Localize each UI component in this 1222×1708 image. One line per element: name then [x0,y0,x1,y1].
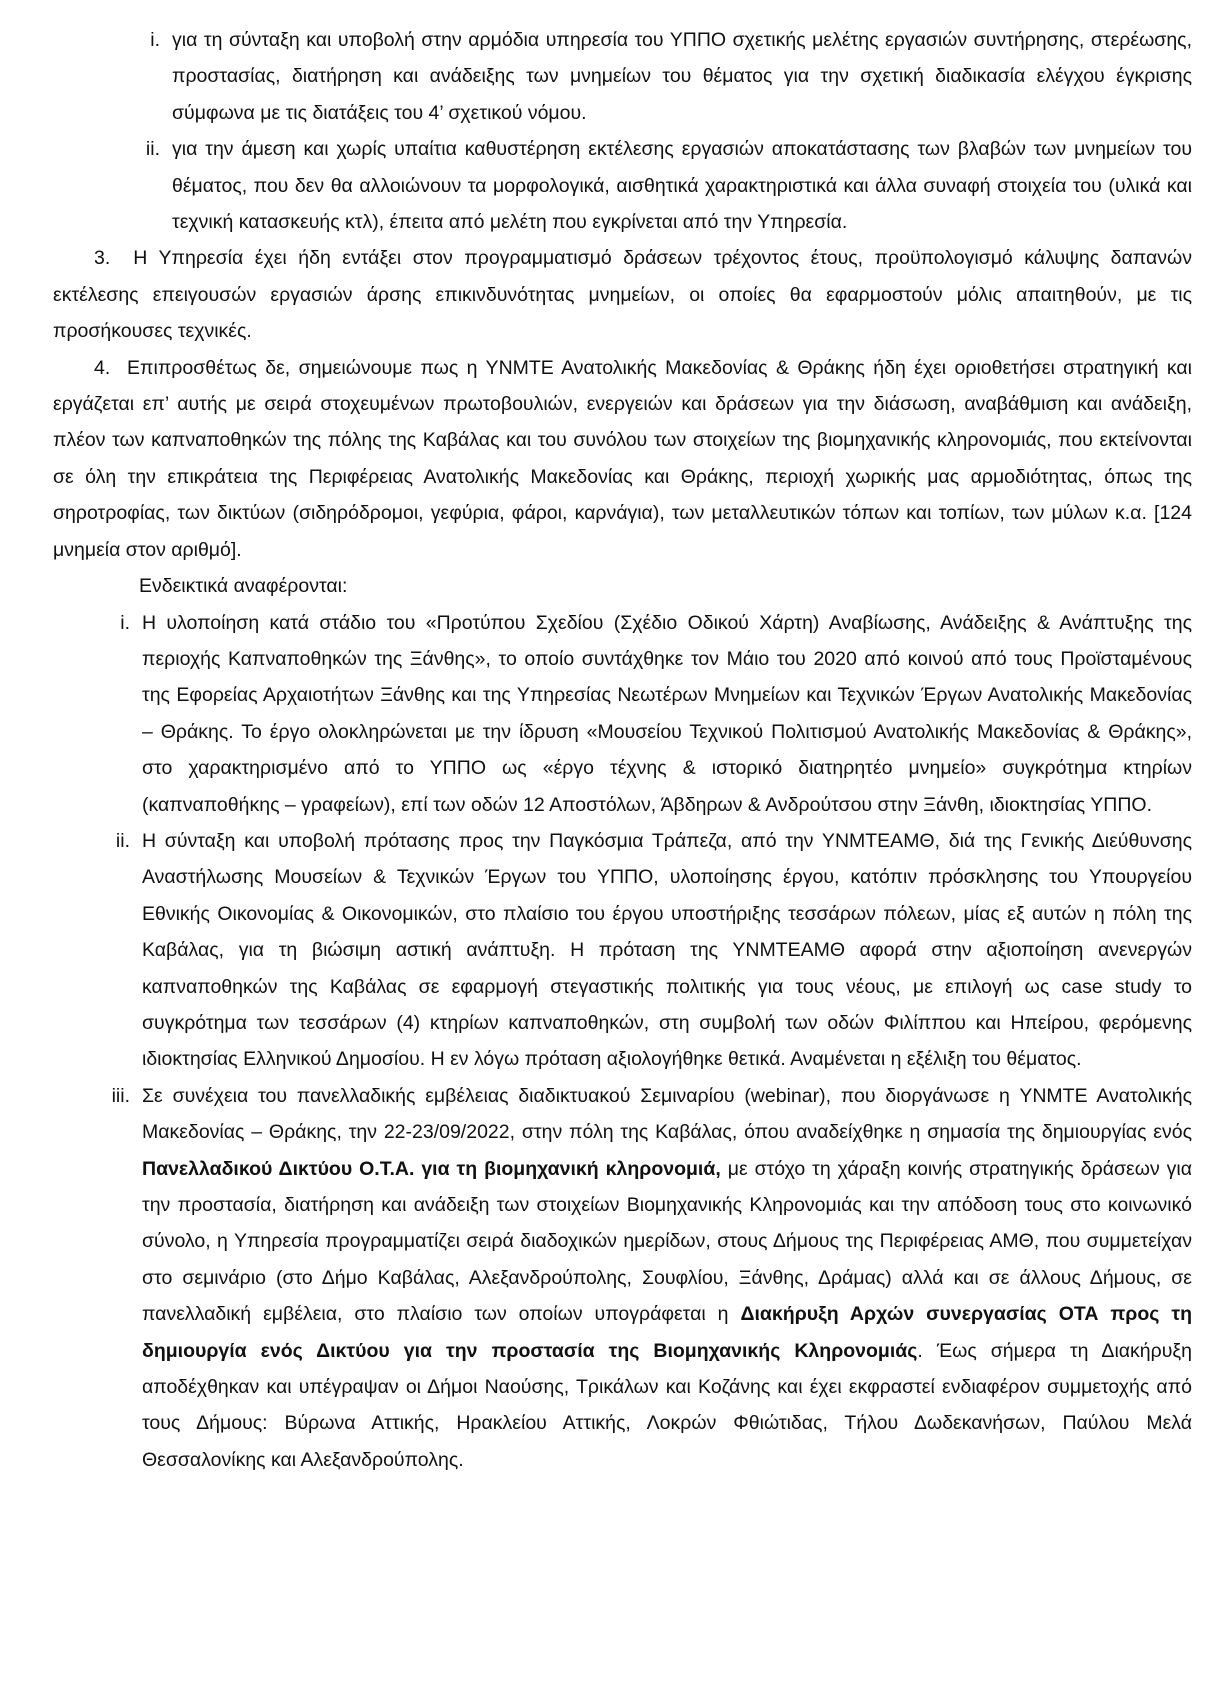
bold-phrase: Διακήρυξη Αρχών συνεργασίας ΟΤΑ προς τη δημιουργία ενός Δικτύου για την προστασία της Βιομηχανικής Κληρονομιάς [142,1303,1192,1362]
text-run: με στόχο τη χάραξη κοινής στρατηγικής δράσεων για την προστασία, διατήρηση και ανάδειξη των στοιχείων Βιομηχανικής Κληρονομιάς και την απόδοση τους στο κοινωνικό σύνολο, η Υπηρεσία προγραμματίζει σειρά διαδοχικών ημερίδων, στους Δήμους της Περιφέρειας ΑΜΘ, που συμμετείχαν στο σεμινάριο (στο Δήμο Καβάλας, Αλεξανδρούπολης, Σουφλίου, Ξάνθης, Δράμας) αλλά και σε άλλους Δήμους, σε πανελλαδική εμβέλεια, στο πλαίσιο των οποίων υπογράφεται η [142,1157,1192,1326]
list-item [53,605,1192,823]
list-item [53,823,1192,1078]
list-item-text: για την άμεση και χωρίς υπαίτια καθυστέρηση εκτέλεσης εργασιών αποκατάστασης των βλαβών των μνημείων του θέματος, που δεν θα αλλοιώνουν τα μορφολογικά, αισθητικά χαρακτηριστικά και άλλα συναφή στοιχεία του (υλικά και τεχνική κατασκευής κτλ), έπειτα από μελέτη που εγκρίνεται από την Υπηρεσία. [172,138,1192,234]
list-item [53,131,1192,240]
list-marker: ii. [115,829,130,852]
list-item-text: για τη σύνταξη και υποβολή στην αρμόδια υπηρεσία του ΥΠΠΟ σχετικής μελέτης εργασιών συντήρησης, στερέωσης, προστασίας, διατήρηση και ανάδειξης των μνημείων του θέματος για την σχετική διαδικασία ελέγχου έγκρισης σύμφωνα με τις διατάξεις του 4’ σχετικού νόμου. [172,29,1192,124]
paragraph-number: 3. [94,247,111,270]
bold-phrase: Πανελλαδικού Δικτύου Ο.Τ.Α. για τη βιομηχανική κληρονομιά, [142,1157,721,1180]
list-item [53,22,1192,131]
paragraph-number: 4. [94,356,111,379]
text-run: Σε συνέχεια του πανελλαδικής εμβέλειας διαδικτυακού Σεμιναρίου (webinar), που διοργάνωσε η ΥΝΜΤΕ Ανατολικής Μακεδονίας – Θράκης, την 22-23/09/2022, στην πόλη της Καβάλας, όπου αναδείχθηκε η σημασία της δημιουργίας ενός [142,1084,1192,1144]
list-marker: i. [120,611,130,634]
list-item [53,1078,1192,1478]
list-item-text: Η υλοποίηση κατά στάδιο του «Προτύπου Σχεδίου (Σχέδιο Οδικού Χάρτη) Αναβίωσης, Ανάδειξης & Ανάπτυξης της περιοχής Καπναποθηκών της Ξάνθης», το οποίο συντάχθηκε τον Μάιο του 2020 από κοινού από τους Προϊσταμένους της Εφορείας Αρχαιοτήτων Ξάνθης και της Υπηρεσίας Νεωτέρων Μνημείων και Τεχνικών Έργων Ανατολικής Μακεδονίας – Θράκης. Το έργο ολοκληρώνεται με την ίδρυση «Μουσείου Τεχνικού Πολιτισμού Ανατολικής Μακεδονίας & Θράκης», στο χαρακτηρισμένο από το ΥΠΠΟ ως «έργο τέχνης & ιστορικό διατηρητέο μνημείο» συγκρότημα κτηρίων (καπναποθήκης – γραφείων), επί των οδών 12 Αποστόλων, Άβδηρων & Ανδρούτσου στην Ξάνθη, ιδιοκτησίας ΥΠΠΟ. [142,611,1192,816]
paragraph-text: Επιπροσθέτως δε, σημειώνουμε πως η ΥΝΜΤΕ Ανατολικής Μακεδονίας & Θράκης ήδη έχει οριοθετήσει στρατηγική και εργάζεται επ’ αυτής με σειρά στοχευμένων πρωτοβουλιών, ενεργειών και δράσεων για την διάσωση, αναβάθμιση και ανάδειξη, πλέον των καπναποθηκών της πόλης της Καβάλας και του συνόλου των στοιχείων της βιομηχανικής κληρονομιάς, που εκτείνονται σε όλη την επικράτεια της Περιφέρειας Ανατολικής Μακεδονίας και Θράκης, περιοχή χωρικής μας αρμοδιότητας, όπως της σηροτροφίας, των δικτύων (σιδηρόδρομοι, γεφύρια, φάροι, καρνάγια), των μεταλλευτικών τόπων και τοπίων, των μύλων κ.α. [124 μνημεία στον αριθμό]. [53,356,1192,561]
text-run: . Έως σήμερα τη Διακήρυξη αποδέχθηκαν και υπέγραψαν οι Δήμοι Ναούσης, Τρικάλων και Κοζάνης και έχει εκφραστεί ενδιαφέρον συμμετοχής από τους Δήμους: Βύρωνα Αττικής, Ηρακλείου Αττικής, Λοκρών Φθιώτιδας, Τήλου Δωδεκανήσων, Παύλου Μελά Θεσσαλονίκης και Αλεξανδρούπολης. [142,1339,1192,1471]
list-marker: i. [150,29,160,51]
list-item-text [142,1078,1192,1478]
list-marker: ii. [145,138,160,161]
list-item-text: Η σύνταξη και υποβολή πρότασης προς την Παγκόσμια Τράπεζα, από την ΥΝΜΤΕΑΜΘ, διά της Γενικής Διεύθυνσης Αναστήλωσης Μουσείων & Τεχνικών Έργων του ΥΠΠΟ, υλοποίησης έργου, κατόπιν πρόσκλησης του Υπουργείου Εθνικής Οικονομίας & Οικονομικών, στο πλαίσιο του έργου υποστήριξης τεσσάρων πόλεων, μίας εξ αυτών η πόλη της Καβάλας, για τη βιώσιμη αστική ανάπτυξη. Η πρόταση της ΥΝΜΤΕΑΜΘ αφορά στην αξιοποίηση ανενεργών καπναποθηκών της Καβάλας σε εφαρμογή στεγαστικής πολιτικής για τους νέους, με επιλογή ως case study το συγκρότημα των τεσσάρων (4) κτηρίων καπναποθηκών, στη συμβολή των οδών Φιλίππου και Ηπείρου, φερόμενης ιδιοκτησίας Ελληνικού Δημοσίου. Η εν λόγω πρόταση αξιολογήθηκε θετικά. Αναμένεται η εξέλιξη του θέματος. [142,829,1192,1071]
numbered-paragraph-3 [53,240,1192,349]
numbered-paragraph-4 [53,350,1192,568]
paragraph-text: Η Υπηρεσία έχει ήδη εντάξει στον προγραμματισμό δράσεων τρέχοντος έτους, προϋπολογισμό κάλυψης δαπανών εκτέλεσης επειγουσών εργασιών άρσης επικινδυνότητας μνημείων, οι οποίες θα εφαρμοστούν μόλις απαιτηθούν, με τις προσήκουσες τεχνικές. [53,247,1192,343]
list-intro: Ενδεικτικά αναφέρονται: [139,575,348,598]
list-marker: iii. [111,1084,130,1107]
